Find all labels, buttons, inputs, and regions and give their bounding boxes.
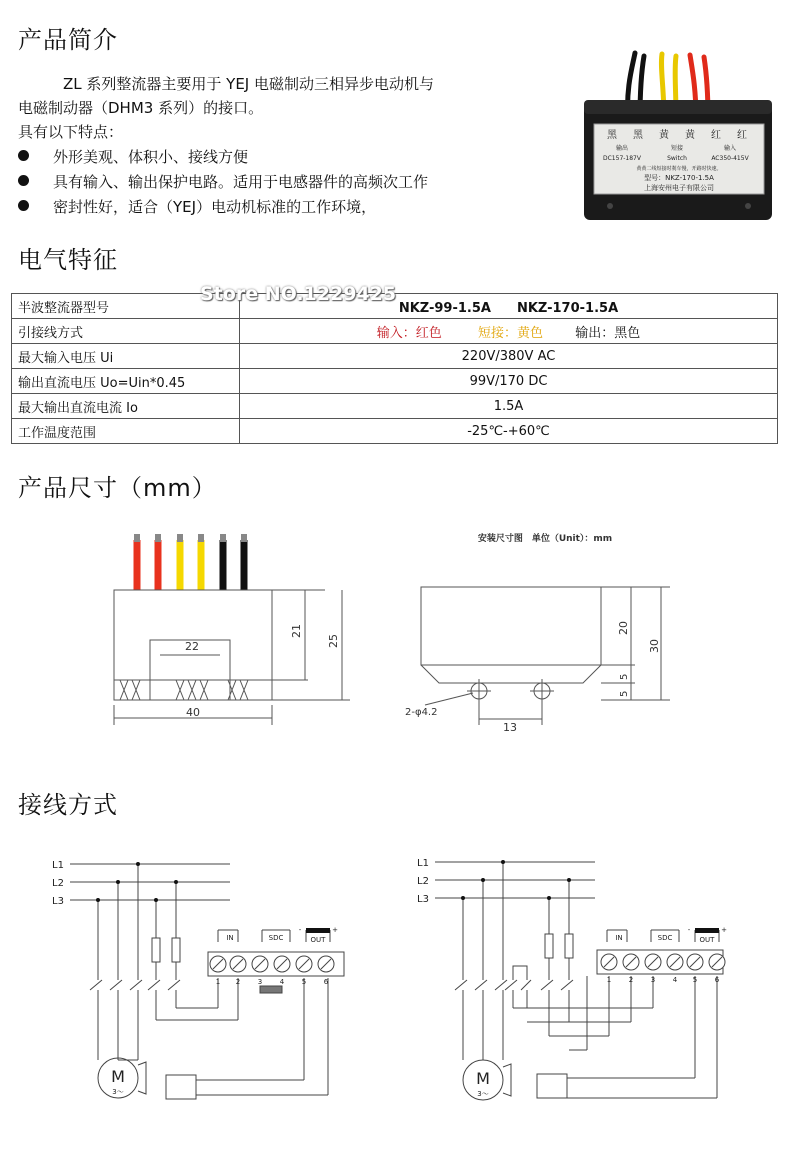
label-note: 黄黄二线短接时刹车慢，开路时快速。 xyxy=(636,166,722,172)
dim-40: 40 xyxy=(186,706,200,719)
spec-label: 输出直流电压 Uo=Uin*0.45 xyxy=(12,369,240,394)
terminal-1: 1 xyxy=(606,976,612,984)
terminal-2: 2 xyxy=(235,978,241,986)
terminal-5: 5 xyxy=(301,978,307,986)
store-watermark: Store NO.1229425 xyxy=(200,283,397,305)
table-row xyxy=(12,394,778,419)
spec-label: 最大输出直流电流 Io xyxy=(12,394,240,419)
spec-value: -25℃-+60℃ xyxy=(240,419,778,444)
out-minus: - xyxy=(687,926,691,934)
spec-value: 99V/170 DC xyxy=(240,369,778,394)
label-color-3: 黄 xyxy=(685,130,695,141)
dim-title: 产品尺寸（mm） xyxy=(18,474,217,502)
terminal-5: 5 xyxy=(692,976,698,984)
wiring-diagram-a xyxy=(50,850,370,1120)
spec-value: NKZ-99-1.5A NKZ-170-1.5A xyxy=(240,294,778,319)
in-label: IN xyxy=(226,934,234,942)
table-row xyxy=(12,419,778,444)
spec-value: 220V/380V AC xyxy=(240,344,778,369)
mount-caption: 安装尺寸图 单位（Unit）：mm xyxy=(477,534,613,544)
label-ac: AC350-415V xyxy=(711,155,749,162)
sdc-label: SDC xyxy=(268,934,284,942)
label-color-1: 黑 xyxy=(633,130,643,141)
spec-label: 引接线方式 xyxy=(12,319,240,344)
label-model: 型号：NKZ-170-1.5A xyxy=(644,174,714,182)
bullet-item: 密封性好，适合（YEJ）电动机标准的工作环境， xyxy=(18,195,376,220)
label-maker: 上海安州电子有限公司 xyxy=(644,184,714,192)
label-color-4: 红 xyxy=(711,130,721,141)
side-view-drawing xyxy=(100,520,360,735)
line-l1: L1 xyxy=(52,860,64,871)
dim-25: 25 xyxy=(327,634,340,648)
dim-30: 30 xyxy=(648,639,661,653)
spec-label: 最大输入电压 Ui xyxy=(12,344,240,369)
sdc-label: SDC xyxy=(657,934,673,942)
label-output: 输出 xyxy=(615,145,629,152)
line-l2: L2 xyxy=(52,878,64,889)
bullet-icon xyxy=(18,175,29,186)
terminal-1: 1 xyxy=(215,978,221,986)
line-l3: L3 xyxy=(52,896,64,907)
label-short: 短接 xyxy=(670,145,684,152)
dim-22: 22 xyxy=(185,640,199,653)
in-label: IN xyxy=(615,934,623,942)
dim-21: 21 xyxy=(290,624,303,638)
terminal-3: 3 xyxy=(257,978,263,986)
intro-line2: 电磁制动器（DHM3 系列）的接口。 xyxy=(18,99,264,117)
table-row xyxy=(12,344,778,369)
wiring-diagram-b xyxy=(415,850,745,1120)
spec-table xyxy=(11,293,778,444)
motor-label: M xyxy=(111,1067,125,1086)
label-color-2: 黄 xyxy=(659,130,669,141)
wiring-title: 接线方式 xyxy=(18,791,118,819)
table-row xyxy=(12,369,778,394)
spec-value xyxy=(240,319,778,344)
dim-hole: 2-φ4.2 xyxy=(405,707,438,718)
spec-label: 工作温度范围 xyxy=(12,419,240,444)
terminal-3: 3 xyxy=(650,976,656,984)
line-l3: L3 xyxy=(417,894,429,905)
bullet-item: 外形美观、体积小、接线方便 xyxy=(18,145,248,170)
wire-input-label: 输入：红色 xyxy=(376,325,442,341)
terminal-4: 4 xyxy=(672,976,678,984)
table-row xyxy=(12,319,778,344)
terminal-6: 6 xyxy=(714,976,720,984)
product-photo xyxy=(580,48,778,226)
out-label: OUT xyxy=(310,936,326,944)
out-minus: - xyxy=(298,926,302,934)
bullet-icon xyxy=(18,150,29,161)
motor-label: M xyxy=(476,1069,490,1088)
bullet-item: 具有输入、输出保护电路。适用于电感器件的高频次工作 xyxy=(18,170,428,195)
motor-sub: 3～ xyxy=(477,1090,489,1098)
label-color-0: 黑 xyxy=(607,130,617,141)
mount-view-drawing xyxy=(395,525,695,740)
elec-title: 电气特征 xyxy=(18,246,118,274)
spec-label: 半波整流器型号 xyxy=(12,294,240,319)
label-input: 输入 xyxy=(723,145,737,152)
terminal-4: 4 xyxy=(279,978,285,986)
wire-output-label: 输出：黑色 xyxy=(575,325,641,341)
bullet-icon xyxy=(18,200,29,211)
out-plus: + xyxy=(332,926,338,934)
intro-line1: ZL 系列整流器主要用于 YEJ 电磁制动三相异步电动机与 xyxy=(63,75,435,93)
out-label: OUT xyxy=(699,936,715,944)
intro-line3: 具有以下特点： xyxy=(18,123,124,141)
dim-20: 20 xyxy=(617,621,630,635)
dim-5a: 5 xyxy=(619,673,630,680)
motor-sub: 3～ xyxy=(112,1088,124,1096)
spec-value: 1.5A xyxy=(240,394,778,419)
out-plus: + xyxy=(721,926,727,934)
intro-title: 产品简介 xyxy=(18,26,118,54)
line-l2: L2 xyxy=(417,876,429,887)
terminal-2: 2 xyxy=(628,976,634,984)
wire-short-label: 短接：黄色 xyxy=(477,325,543,341)
dim-13: 13 xyxy=(503,721,517,734)
label-color-5: 红 xyxy=(737,130,747,141)
dim-5b: 5 xyxy=(619,690,630,697)
label-switch: Switch xyxy=(667,155,687,162)
terminal-6: 6 xyxy=(323,978,329,986)
label-dc: DC157-187V xyxy=(603,155,641,162)
line-l1: L1 xyxy=(417,858,429,869)
